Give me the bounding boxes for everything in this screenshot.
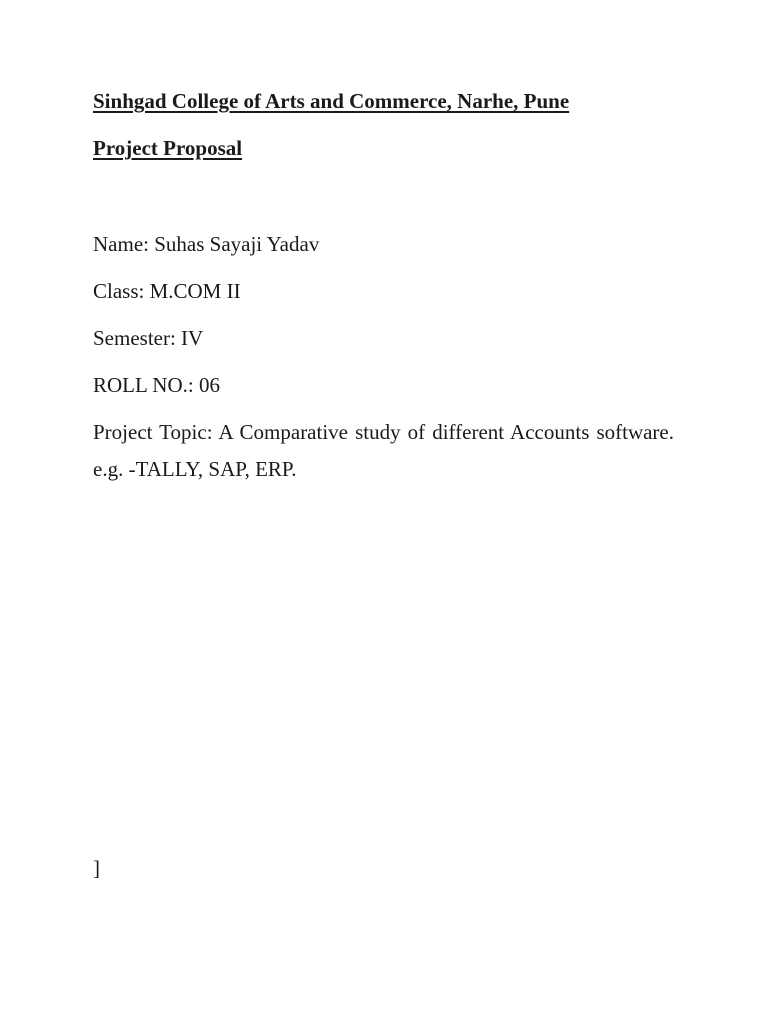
student-name: Name: Suhas Sayaji Yadav	[93, 232, 320, 256]
roll-number: ROLL NO.: 06	[93, 373, 220, 397]
college-heading: Sinhgad College of Arts and Commerce, Narhe, Pune	[93, 89, 570, 113]
trailing-bracket: ]	[93, 856, 100, 880]
student-class: Class: M.COM II	[93, 279, 241, 303]
proposal-heading: Project Proposal	[93, 136, 243, 160]
project-topic: Project Topic: A Comparative study of different Accounts software. e.g. -TALLY, SAP, ERP.	[93, 420, 674, 481]
student-semester: Semester: IV	[93, 326, 204, 350]
